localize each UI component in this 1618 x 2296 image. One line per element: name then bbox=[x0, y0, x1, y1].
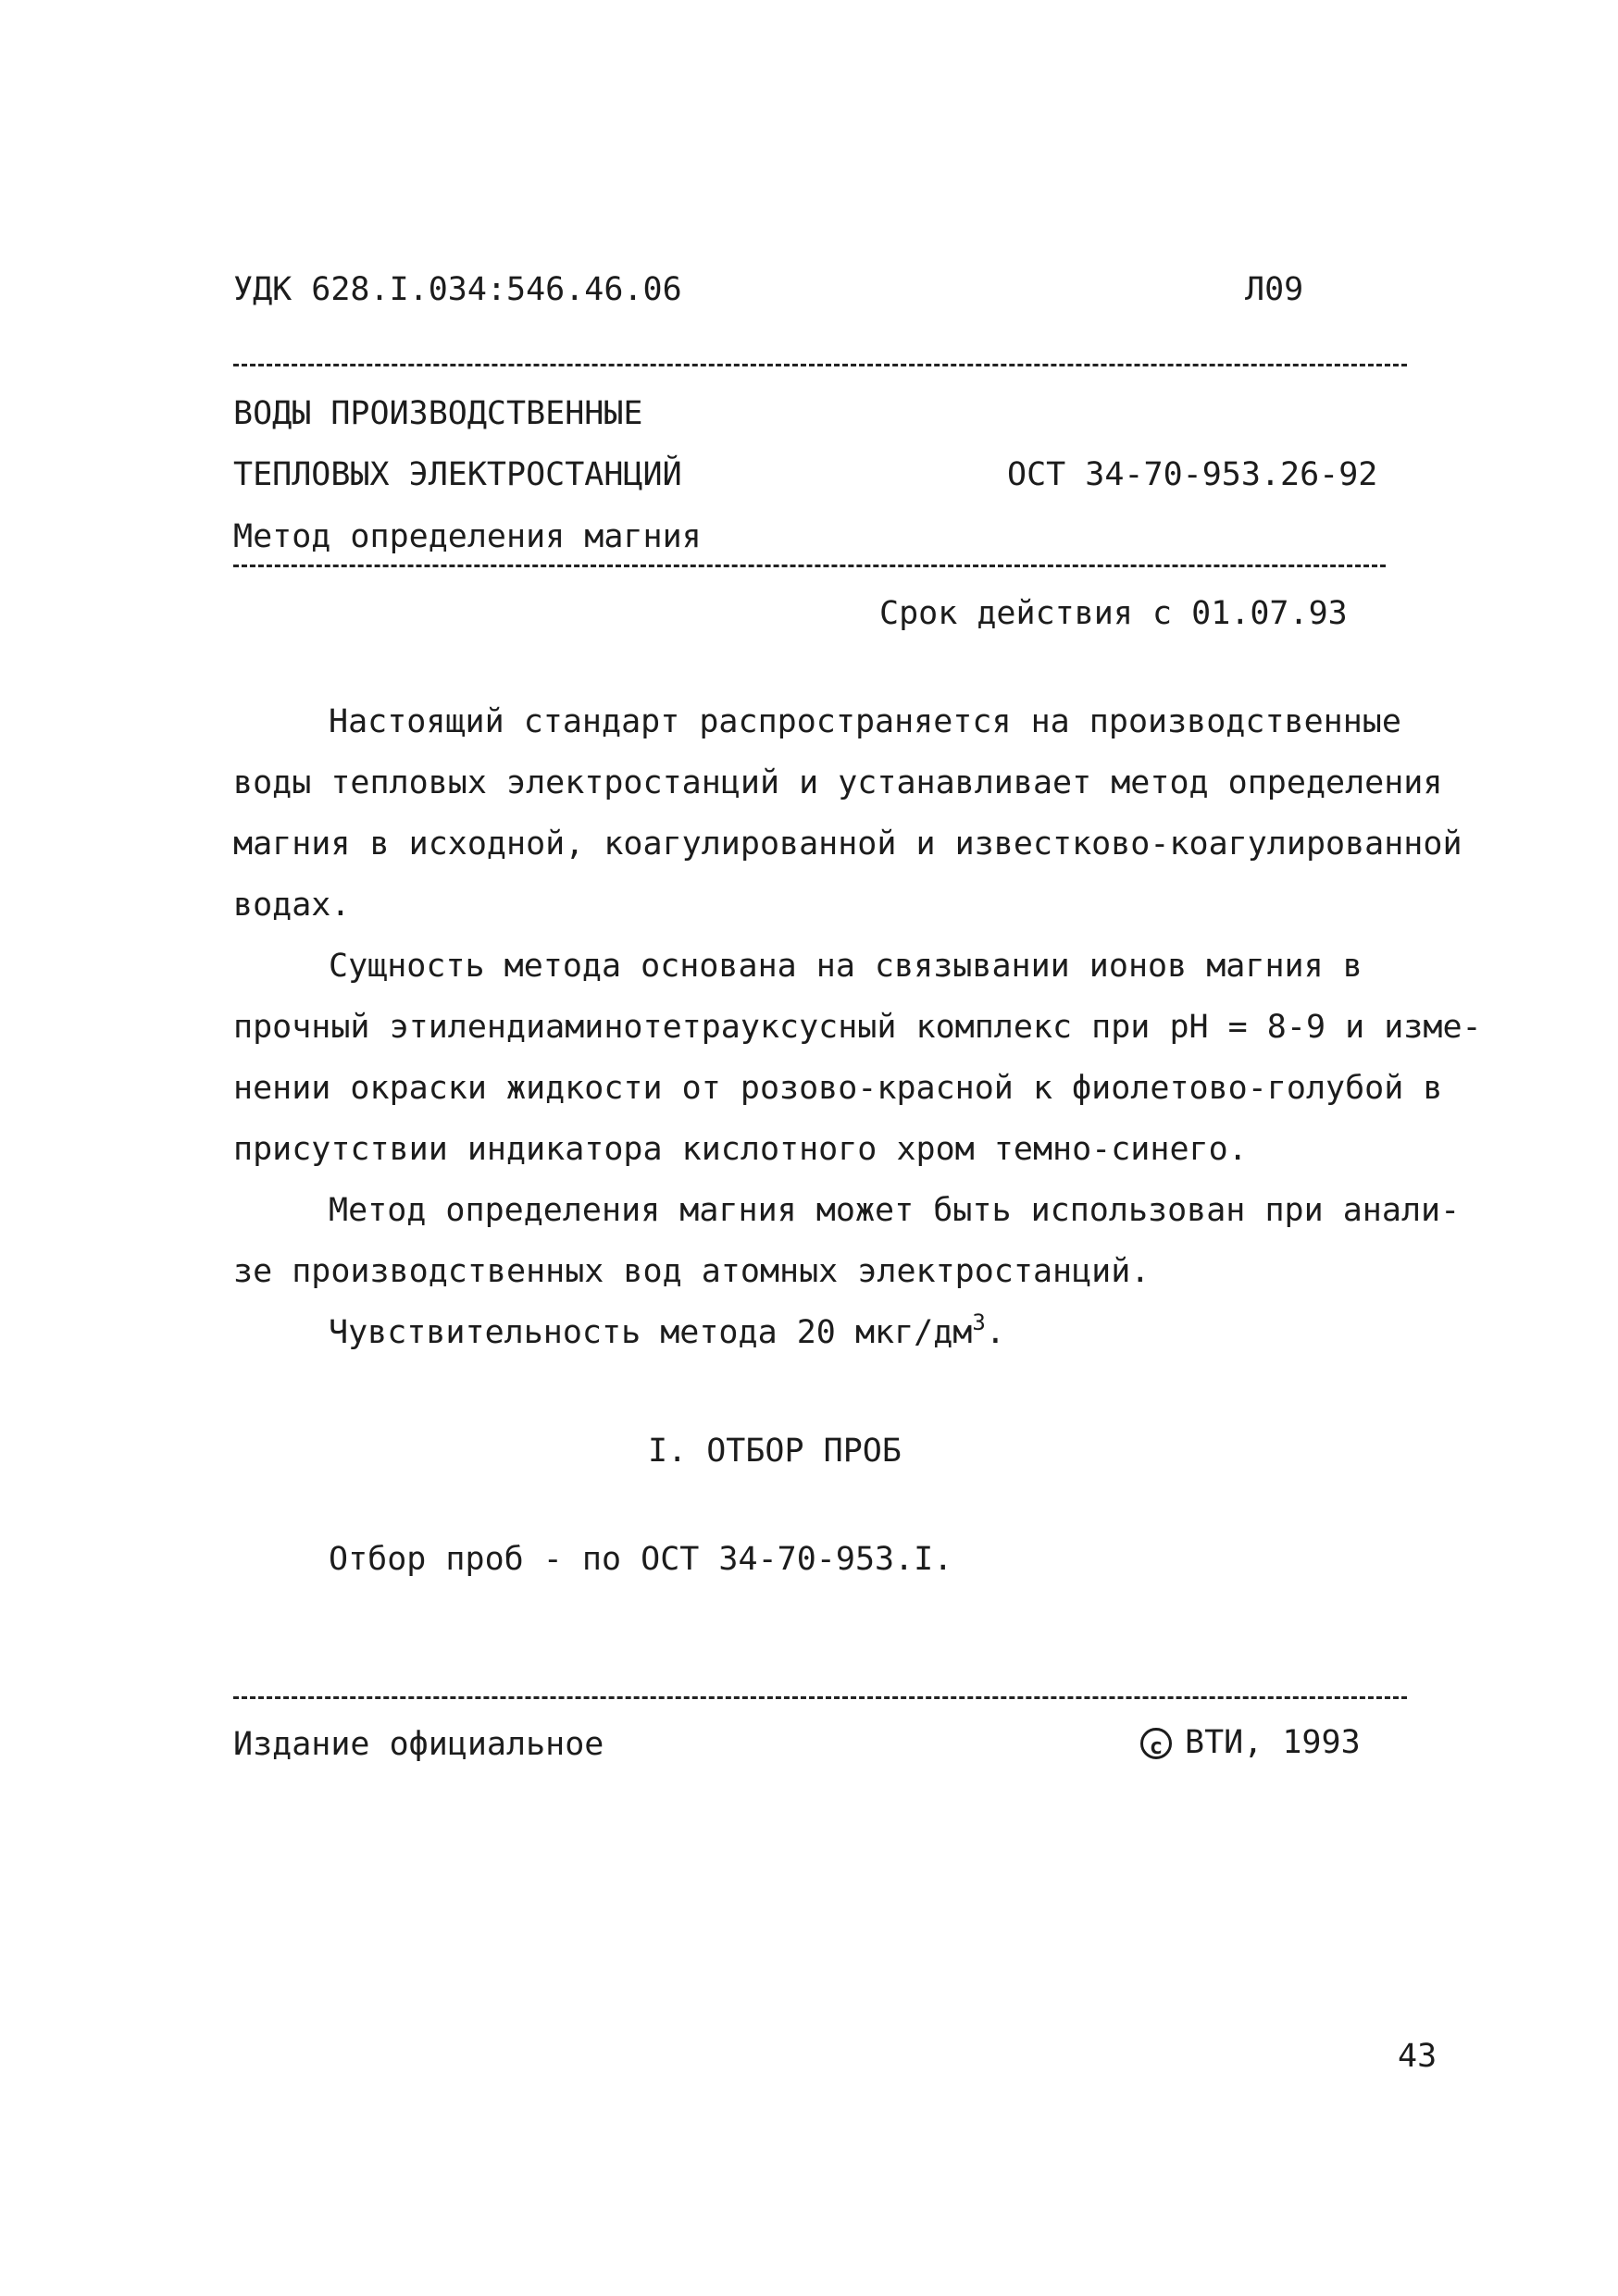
paragraph-1-line-1: Настоящий стандарт распространяется на производственные bbox=[329, 703, 1401, 740]
title-line-2: ТЕПЛОВЫХ ЭЛЕКТРОСТАНЦИЙ bbox=[233, 456, 682, 493]
copyright-icon: с bbox=[1140, 1728, 1172, 1759]
copyright-text: ВТИ, 1993 bbox=[1185, 1724, 1361, 1761]
udk-code: УДК 628.I.034:546.46.06 bbox=[233, 271, 682, 308]
section-1-text: Отбор проб - по ОСТ 34-70-953.I. bbox=[329, 1541, 953, 1578]
unit-exponent: 3 bbox=[972, 1309, 986, 1335]
standard-number: ОСТ 34-70-953.26-92 bbox=[1007, 456, 1378, 493]
sensitivity-period: . bbox=[985, 1314, 1005, 1351]
top-rule bbox=[233, 364, 1407, 366]
title-line-1: ВОДЫ ПРОИЗВОДСТВЕННЫЕ bbox=[233, 395, 643, 432]
paragraph-3-line-1: Метод определения магния может быть использован при анали- bbox=[329, 1192, 1461, 1229]
edition-note: Издание официальное bbox=[233, 1726, 604, 1763]
paragraph-2-line-3: нении окраски жидкости от розово-красной к фиолетово-голубой в bbox=[233, 1070, 1443, 1107]
copyright-line bbox=[1140, 1724, 1361, 1761]
validity-date: Срок действия с 01.07.93 bbox=[879, 595, 1348, 632]
paragraph-1-line-4: водах. bbox=[233, 887, 351, 924]
page-number: 43 bbox=[1398, 2038, 1438, 2075]
paragraph-2-line-2: прочный этилендиаминотетрауксусный комплекс при pH = 8-9 и изме- bbox=[233, 1009, 1482, 1046]
sensitivity-text: Чувствительность метода 20 мкг/дм bbox=[329, 1314, 973, 1351]
footer-rule bbox=[233, 1696, 1407, 1699]
paragraph-2-line-1: Сущность метода основана на связывании ионов магния в bbox=[329, 948, 1363, 985]
paragraph-3-line-2: зе производственных вод атомных электростанций. bbox=[233, 1253, 1151, 1290]
document-code: Л09 bbox=[1245, 271, 1304, 308]
paragraph-1-line-3: магния в исходной, коагулированной и известково-коагулированной bbox=[233, 825, 1462, 863]
section-1-heading: I. ОТБОР ПРОБ bbox=[648, 1433, 902, 1470]
title-line-3: Метод определения магния bbox=[233, 518, 702, 555]
paragraph-1-line-2: воды тепловых электростанций и устанавливает метод определения bbox=[233, 764, 1443, 801]
title-rule bbox=[233, 565, 1386, 567]
paragraph-2-line-4: присутствии индикатора кислотного хром темно-синего. bbox=[233, 1131, 1248, 1168]
sensitivity-line bbox=[329, 1309, 1005, 1351]
